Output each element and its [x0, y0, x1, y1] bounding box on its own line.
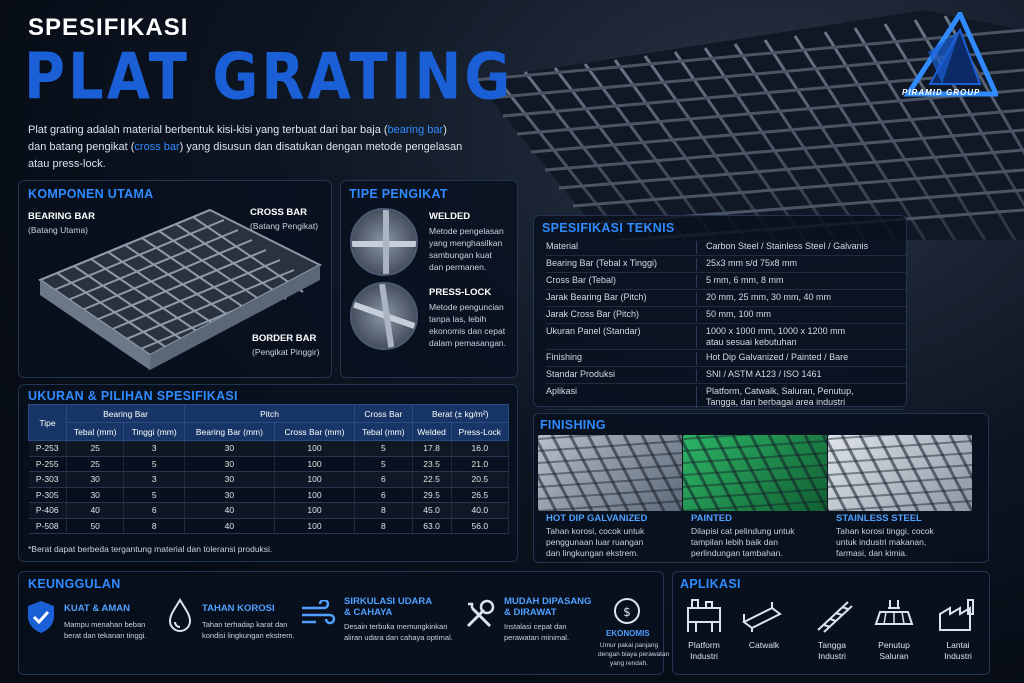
table-cell: 30 [185, 472, 275, 488]
spec-key: Jarak Bearing Bar (Pitch) [546, 292, 647, 302]
table-cell: 17.8 [412, 441, 451, 457]
table-cell: 22.5 [412, 472, 451, 488]
th-cross: Cross Bar [355, 405, 412, 423]
spec-row [546, 350, 906, 367]
aplikasi-label: Catwalk [748, 640, 780, 650]
welded-label: WELDED [429, 211, 471, 222]
table-cell: P-303 [29, 472, 67, 488]
cross-bar-label: CROSS BAR [250, 207, 308, 218]
table-cell: 25 [67, 441, 124, 457]
spec-value: Carbon Steel / Stainless Steel / Galvanis [706, 241, 869, 251]
th-tinggi: Tinggi (mm) [124, 423, 185, 441]
stairs-icon [814, 598, 854, 639]
table-cell: 5 [124, 456, 185, 472]
table-cell: 45.0 [412, 503, 451, 519]
aplikasi-label: Platform Industri [688, 640, 720, 661]
table-cell: 30 [185, 487, 275, 503]
table-cell: 100 [274, 456, 354, 472]
spec-row [546, 367, 906, 384]
keunggulan-mudah-desc: Instalasi cepat dan perawatan minimal. [504, 622, 570, 642]
table-cell: 3 [124, 472, 185, 488]
table-cell: 3 [124, 441, 185, 457]
welded-image [350, 208, 418, 276]
th-tebal: Tebal (mm) [67, 423, 124, 441]
table-cell: 56.0 [451, 518, 508, 534]
spec-separator [696, 369, 697, 382]
table-cell: 6 [124, 503, 185, 519]
spec-separator [696, 241, 697, 254]
table-cell: 63.0 [412, 518, 451, 534]
keunggulan-kuat-label: KUAT & AMAN [64, 603, 130, 614]
komponen-title: KOMPONEN UTAMA [28, 187, 154, 201]
finish-desc: Tahan korosi, cocok untuk penggunaan luar ruangan dan lingkungan ekstrem. [546, 526, 645, 558]
bearing-bar-sub: (Batang Utama) [28, 225, 88, 235]
keunggulan-kuat-desc: Mampu menahan beban berat dan tekanan tinggi. [64, 620, 147, 640]
spec-value: 20 mm, 25 mm, 30 mm, 40 mm [706, 292, 832, 302]
keunggulan-ekonomis-label: EKONOMIS [606, 629, 650, 638]
spec-key: Jarak Cross Bar (Pitch) [546, 309, 640, 319]
table-cell: 40 [67, 503, 124, 519]
spec-value: 5 mm, 6 mm, 8 mm [706, 275, 784, 285]
table-row [29, 503, 509, 519]
aplikasi-label: Lantai Industri [944, 640, 972, 661]
spec-key: Aplikasi [546, 386, 578, 396]
industrial-floor-icon [938, 598, 978, 639]
table-cell: 5 [355, 441, 412, 457]
table-cell: 30 [185, 441, 275, 457]
water-drop-icon [164, 598, 196, 637]
catwalk-icon [742, 600, 782, 637]
keunggulan-ekonomis-desc: Umur pakai panjang dengan biaya perawatan yang rendah. [598, 642, 670, 667]
factory-platform-icon [684, 598, 724, 639]
finish-desc: Tahan korosi tinggi, cocok untuk industri makanan, farmasi, dan kimia. [836, 526, 934, 558]
table-cell: 50 [67, 518, 124, 534]
spec-row [546, 256, 906, 273]
spec-separator [696, 258, 697, 271]
border-bar-label: BORDER BAR [252, 333, 317, 344]
spec-key: Cross Bar (Tebal) [546, 275, 617, 285]
intro-text: Plat grating adalah material berbentuk kisi-kisi yang terbuat dari bar baja (bearing bar) dan batang pengikat (cross bar) yang disusun dan disatukan dengan metode pengelasan atau press-lock. [28, 124, 463, 170]
finish-galvanized-image [538, 435, 682, 511]
keunggulan-sirkulasi-label: SIRKULASI UDARA & CAHAYA [344, 596, 433, 618]
border-bar-sub: (Pengikat Pinggir) [252, 347, 320, 357]
spec-row [546, 239, 906, 256]
finish-painted-image [683, 435, 827, 511]
spec-value: 1000 x 1000 mm, 1000 x 1200 mm atau sesuai kebutuhan [706, 326, 846, 347]
spec-separator [696, 309, 697, 322]
press-lock-label: PRESS-LOCK [429, 287, 492, 298]
finish-label: HOT DIP GALVANIZED [546, 513, 648, 524]
finish-label: STAINLESS STEEL [836, 513, 922, 524]
table-cell: 5 [355, 456, 412, 472]
ukuran-note: *Berat dapat berbeda tergantung material dan toleransi produksi. [28, 544, 273, 554]
table-cell: 25 [67, 456, 124, 472]
spec-key: Standar Produksi [546, 369, 616, 379]
spesifikasi-title: SPESIFIKASI TEKNIS [542, 221, 675, 235]
table-cell: 6 [355, 472, 412, 488]
press-lock-image [350, 282, 418, 350]
bearing-bar-label: BEARING BAR [28, 211, 96, 222]
spec-row [546, 290, 906, 307]
spec-separator [696, 352, 697, 365]
table-cell: P-255 [29, 456, 67, 472]
th-pitch-bearing: Bearing Bar (mm) [185, 423, 275, 441]
spec-key: Bearing Bar (Tebal x Tinggi) [546, 258, 658, 268]
spec-separator [696, 275, 697, 288]
drain-cover-icon [874, 598, 914, 639]
press-lock-desc: Metode penguncian tanpa las, lebih ekonomis dan cepat dalam pemasangan. [429, 302, 507, 348]
spec-row [546, 384, 906, 410]
size-table [28, 404, 509, 534]
spec-separator [696, 292, 697, 305]
table-cell: P-253 [29, 441, 67, 457]
spec-separator [696, 326, 697, 348]
table-cell: 23.5 [412, 456, 451, 472]
tipe-title: TIPE PENGIKAT [349, 187, 448, 201]
table-row [29, 487, 509, 503]
th-welded: Welded [412, 423, 451, 441]
aplikasi-label: Tangga Industri [818, 640, 846, 661]
spec-value: 25x3 mm s/d 75x8 mm [706, 258, 798, 268]
ukuran-title: UKURAN & PILIHAN SPESIFIKASI [28, 389, 238, 403]
table-cell: 100 [274, 487, 354, 503]
table-cell: 100 [274, 472, 354, 488]
table-cell: P-508 [29, 518, 67, 534]
shield-icon [26, 600, 56, 639]
table-row [29, 441, 509, 457]
table-row [29, 472, 509, 488]
table-cell: 40 [185, 518, 275, 534]
table-cell: 8 [355, 518, 412, 534]
keunggulan-mudah-label: MUDAH DIPASANG & DIRAWAT [504, 596, 592, 618]
table-cell: 100 [274, 503, 354, 519]
spec-separator [696, 386, 697, 408]
table-cell: 21.0 [451, 456, 508, 472]
th-tipe: Tipe [29, 405, 67, 441]
table-cell: 100 [274, 518, 354, 534]
table-cell: 100 [274, 441, 354, 457]
finish-label: PAINTED [691, 513, 732, 524]
title-big: PLAT GRATING [24, 40, 514, 115]
table-row [29, 518, 509, 534]
keunggulan-title: KEUNGGULAN [28, 577, 121, 591]
spec-value: SNI / ASTM A123 / ISO 1461 [706, 369, 822, 379]
logo: PIRAMID GROUP [898, 12, 998, 102]
keunggulan-korosi-desc: Tahan terhadap karat dan kondisi lingkungan ekstrem. [202, 620, 295, 640]
table-cell: P-406 [29, 503, 67, 519]
table-cell: 40 [185, 503, 275, 519]
table-cell: 20.5 [451, 472, 508, 488]
spec-value: Platform, Catwalk, Saluran, Penutup, Tangga, dan berbagai area industri [706, 386, 854, 407]
aplikasi-label: Penutup Saluran [878, 640, 910, 661]
th-bearing: Bearing Bar [67, 405, 185, 423]
spec-value: 50 mm, 100 mm [706, 309, 772, 319]
table-cell: 30 [67, 472, 124, 488]
th-pitch-cross: Cross Bar (mm) [274, 423, 354, 441]
table-cell: 8 [124, 518, 185, 534]
keunggulan-sirkulasi-desc: Desain terbuka memungkinkan aliran udara dan cahaya optimal. [344, 622, 453, 642]
table-cell: 16.0 [451, 441, 508, 457]
th-cross-tebal: Tebal (mm) [355, 423, 412, 441]
title-small: SPESIFIKASI [28, 14, 189, 41]
table-cell: 30 [185, 456, 275, 472]
spec-value: Hot Dip Galvanized / Painted / Bare [706, 352, 849, 362]
finish-desc: Dilapisi cat pelindung untuk tampilan lebih baik dan perlindungan tambahan. [691, 526, 795, 558]
cross-bar-sub: (Batang Pengikat) [250, 221, 319, 231]
table-cell: P-305 [29, 487, 67, 503]
finish-stainless-image [828, 435, 972, 511]
table-cell: 29.5 [412, 487, 451, 503]
table-cell: 5 [124, 487, 185, 503]
table-cell: 6 [355, 487, 412, 503]
th-press: Press-Lock [451, 423, 508, 441]
aplikasi-title: APLIKASI [680, 577, 741, 591]
spec-row [546, 307, 906, 324]
keunggulan-korosi-label: TAHAN KOROSI [202, 603, 275, 614]
spec-key: Finishing [546, 352, 583, 362]
table-cell: 30 [67, 487, 124, 503]
finishing-title: FINISHING [540, 418, 606, 432]
spec-row [546, 273, 906, 290]
table-cell: 40.0 [451, 503, 508, 519]
table-cell: 8 [355, 503, 412, 519]
welded-desc: Metode pengelasan yang menghasilkan sambungan kuat dan permanen. [429, 226, 504, 272]
spec-key: Ukuran Panel (Standar) [546, 326, 641, 336]
spec-key: Material [546, 241, 579, 251]
clock-money-icon [612, 596, 642, 631]
table-row [29, 456, 509, 472]
spec-row [546, 324, 906, 350]
wind-icon [300, 600, 336, 635]
tools-icon [462, 598, 496, 637]
svg-text:$: $ [623, 605, 631, 619]
th-pitch: Pitch [185, 405, 355, 423]
table-cell: 26.5 [451, 487, 508, 503]
th-berat: Berat (± kg/m²) [412, 405, 509, 423]
